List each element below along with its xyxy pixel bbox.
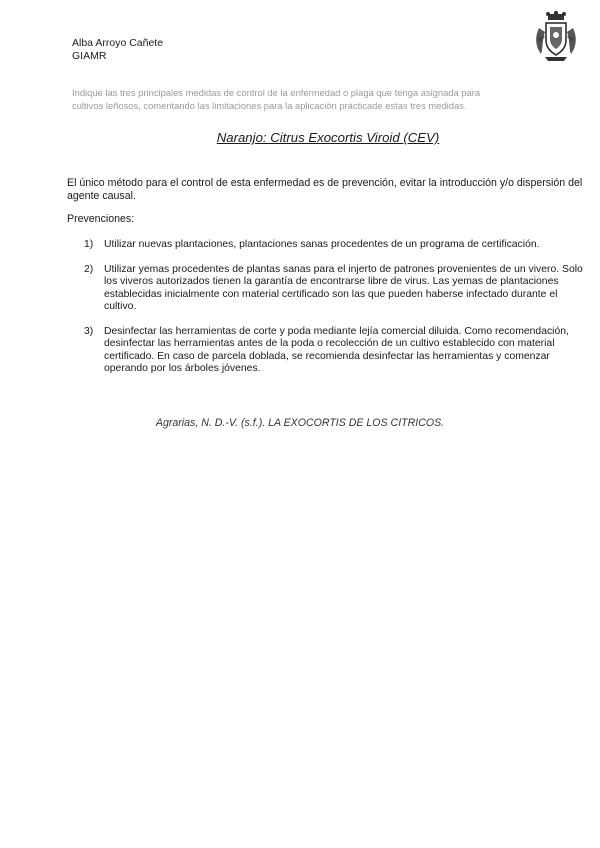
list-item xyxy=(84,239,590,252)
list-item-text: Desinfectar las herramientas de corte y poda mediante lejía comercial diluida. Como recomendación, desinfectar las herramientas antes de la poda o recolección de un cultivo establecido con material certificado. En caso de parcela doblada, se recomienda desinfectar las herramientas y comenzar operando por los árboles jóvenes. xyxy=(104,325,569,374)
list-item-text: Utilizar yemas procedentes de plantas sanas para el injerto de patrones provenientes de un vivero. Solo los viveros autorizados tienen la garantía de encontrarse libre de virus. Las yemas de plantaciones establecidas inicialmente con material certificado son las que pueden haberse infectado durante el cultivo. xyxy=(104,263,583,312)
prompt-line: cultivos leñosos, comentando las limitaciones para la aplicación prácticade estas tres medidas. xyxy=(72,100,467,111)
list-item-number: 1) xyxy=(84,239,94,250)
list-item-number: 2) xyxy=(84,263,94,275)
group-code: GIAMR xyxy=(72,50,107,62)
intro-paragraph: El único método para el control de esta enfermedad es de prevención, evitar la introducción y/o dispersión del agente causal. xyxy=(67,177,583,202)
list-item-text: Utilizar nuevas plantaciones, plantaciones sanas procedentes de un programa de certificación. xyxy=(104,239,540,250)
page-title: Naranjo: Citrus Exocortis Viroid (CEV) xyxy=(216,130,440,145)
list-item xyxy=(84,326,590,376)
author-block xyxy=(72,37,163,63)
prevention-list xyxy=(84,239,590,388)
coat-of-arms-icon xyxy=(533,10,579,64)
assignment-prompt xyxy=(72,86,532,112)
author-name: Alba Arroyo Cañete xyxy=(72,37,164,49)
prevention-label: Prevenciones: xyxy=(67,213,135,225)
list-item-number: 3) xyxy=(84,325,94,337)
reference-citation: Agrarias, N. D.-V. (s.f.). LA EXOCORTIS DE LOS CITRICOS. xyxy=(155,417,445,429)
prompt-line: Indique las tres principales medidas de control de la enfermedad o plaga que tenga asignada para xyxy=(72,87,481,98)
list-item xyxy=(84,264,590,314)
